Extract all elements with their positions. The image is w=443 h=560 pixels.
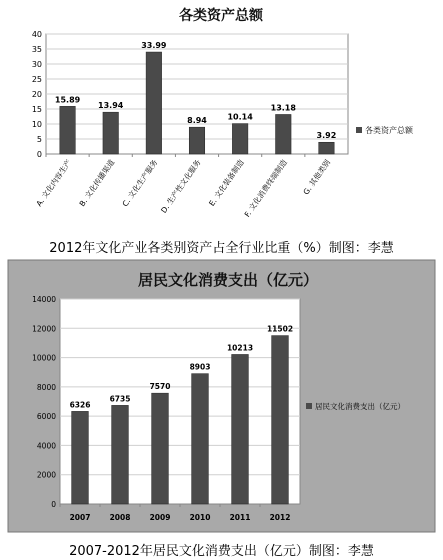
bar [192, 374, 209, 504]
bar [72, 411, 89, 504]
y-tick-label: 4000 [36, 441, 56, 451]
data-label: 15.89 [54, 95, 81, 105]
y-tick-label: 6000 [36, 412, 56, 422]
data-label: 6326 [69, 400, 91, 410]
x-category-label: F. 文化消费终端制造 [242, 157, 289, 219]
bar [146, 52, 162, 154]
y-tick-label: 5 [36, 135, 42, 144]
data-label: 6735 [109, 394, 131, 404]
chart-title: 各类资产总额 [179, 8, 263, 24]
x-category-label: G. 其他类别 [301, 157, 333, 197]
x-category-label: D. 生产性文化服务 [159, 157, 203, 215]
x-category-label: E. 文化装备制造 [207, 157, 246, 208]
bar [276, 114, 292, 154]
y-tick-label: 15 [31, 105, 42, 114]
y-tick-label: 30 [31, 60, 42, 69]
data-label: 3.92 [316, 131, 337, 141]
y-tick-label: 10 [31, 120, 42, 129]
y-tick-label: 8000 [36, 382, 56, 392]
data-label: 10213 [226, 343, 254, 353]
data-label: 33.99 [141, 41, 167, 51]
y-tick-label: 0 [51, 500, 56, 509]
data-label: 13.94 [98, 101, 124, 111]
data-label: 7570 [149, 382, 171, 392]
legend-label: 各类资产总额 [365, 126, 413, 135]
y-tick-label: 10000 [32, 353, 56, 363]
chart-asset-share [0, 0, 443, 232]
data-label: 11502 [266, 324, 294, 334]
y-tick-label: 40 [31, 30, 42, 39]
caption-asset-share: 2012年文化产业各类别资产占全行业比重（%）制图：李慧 [49, 241, 394, 256]
bar [232, 354, 249, 504]
data-label: 13.18 [270, 103, 296, 113]
data-label: 8.94 [187, 116, 207, 126]
x-category-label: 2008 [109, 513, 131, 522]
bar [103, 112, 119, 154]
bar [189, 127, 205, 154]
x-category-label: 2009 [149, 513, 171, 522]
bar [112, 405, 129, 504]
y-tick-label: 20 [31, 90, 42, 99]
x-category-label: C. 文化生产服务 [120, 157, 160, 209]
x-category-label: 2011 [229, 513, 251, 522]
bar [60, 106, 76, 154]
data-label: 8903 [189, 362, 211, 372]
x-category-label: 2010 [189, 513, 211, 522]
y-tick-label: 0 [36, 150, 42, 159]
chart-title: 居民文化消费支出（亿元） [138, 271, 319, 289]
bar [319, 142, 335, 154]
y-tick-label: 25 [31, 75, 42, 84]
x-category-label: A. 文化内容生产 [34, 157, 74, 209]
legend-label: 居民文化消费支出（亿元） [315, 402, 405, 411]
legend-swatch [356, 127, 362, 133]
x-category-label: 2012 [269, 513, 291, 522]
data-label: 10.14 [227, 112, 253, 122]
bar [232, 124, 248, 154]
legend-swatch [306, 403, 312, 409]
plot-area [60, 299, 300, 504]
x-category-label: B. 文化传播渠道 [77, 157, 117, 209]
bar [272, 336, 289, 504]
bar [152, 393, 169, 504]
y-tick-label: 2000 [36, 470, 56, 480]
y-tick-label: 35 [31, 45, 42, 54]
caption-cultural-spending: 2007-2012年居民文化消费支出（亿元）制图：李慧 [69, 544, 374, 559]
chart-cultural-spending [0, 258, 443, 536]
y-tick-label: 14000 [32, 295, 56, 304]
x-category-label: 2007 [69, 513, 91, 522]
y-tick-label: 12000 [32, 324, 56, 334]
